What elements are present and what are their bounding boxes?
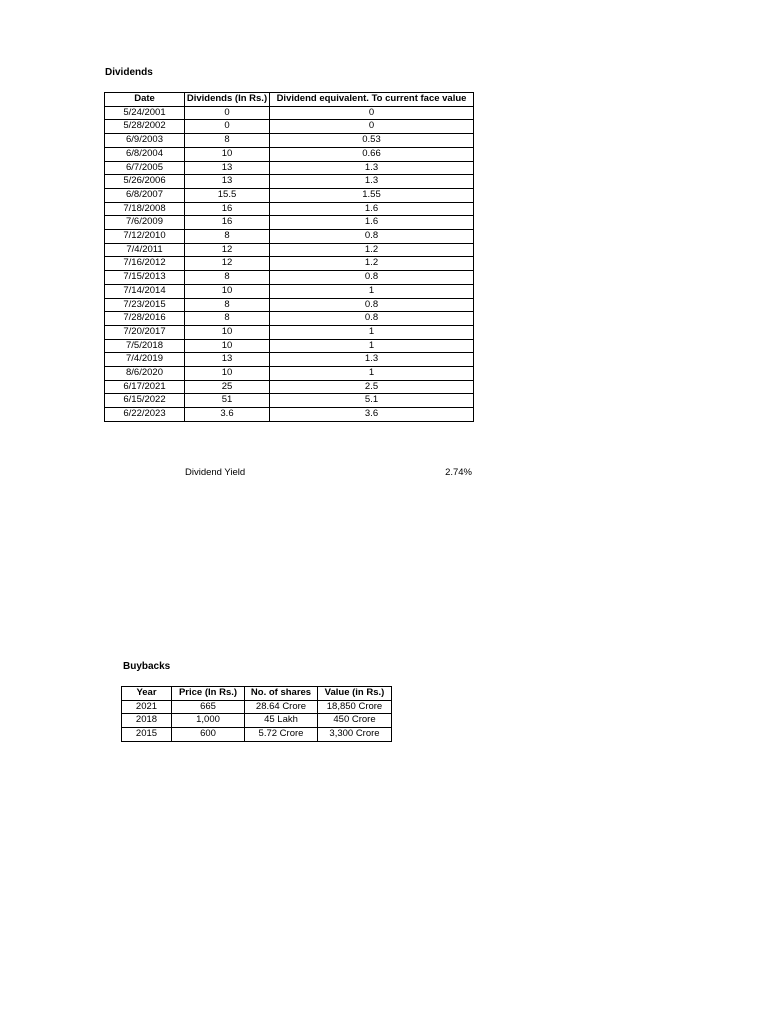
price-cell: 600 bbox=[172, 728, 245, 742]
dividend-cell: 25 bbox=[185, 380, 270, 394]
dividend-equivalent-cell: 1.2 bbox=[270, 243, 474, 257]
dividend-equivalent-cell: 1.3 bbox=[270, 161, 474, 175]
table-row bbox=[105, 120, 474, 134]
date-cell: 5/26/2006 bbox=[105, 175, 185, 189]
table-row bbox=[105, 216, 474, 230]
date-cell: 6/7/2005 bbox=[105, 161, 185, 175]
col-header-price: Price (In Rs.) bbox=[172, 687, 245, 701]
table-row bbox=[105, 271, 474, 285]
dividends-title: Dividends bbox=[105, 67, 153, 78]
col-header-no-of-shares: No. of shares bbox=[245, 687, 318, 701]
table-row bbox=[105, 188, 474, 202]
dividend-cell: 8 bbox=[185, 230, 270, 244]
dividend-cell: 10 bbox=[185, 325, 270, 339]
table-row bbox=[105, 202, 474, 216]
date-cell: 5/24/2001 bbox=[105, 106, 185, 120]
value-cell: 3,300 Crore bbox=[318, 728, 392, 742]
table-row bbox=[105, 147, 474, 161]
dividend-equivalent-cell: 2.5 bbox=[270, 380, 474, 394]
table-row bbox=[105, 367, 474, 381]
dividend-equivalent-cell: 0.8 bbox=[270, 230, 474, 244]
dividend-equivalent-cell: 0 bbox=[270, 106, 474, 120]
dividend-cell: 10 bbox=[185, 147, 270, 161]
dividend-equivalent-cell: 0.53 bbox=[270, 134, 474, 148]
date-cell: 7/6/2009 bbox=[105, 216, 185, 230]
date-cell: 7/14/2014 bbox=[105, 284, 185, 298]
price-cell: 665 bbox=[172, 700, 245, 714]
table-row bbox=[105, 106, 474, 120]
date-cell: 7/20/2017 bbox=[105, 325, 185, 339]
dividend-cell: 12 bbox=[185, 243, 270, 257]
year-cell: 2018 bbox=[122, 714, 172, 728]
dividend-equivalent-cell: 1 bbox=[270, 367, 474, 381]
dividend-equivalent-cell: 1 bbox=[270, 284, 474, 298]
buybacks-header-row bbox=[122, 687, 392, 701]
dividend-equivalent-cell: 0.8 bbox=[270, 298, 474, 312]
dividend-equivalent-cell: 1.3 bbox=[270, 353, 474, 367]
buybacks-table bbox=[121, 686, 392, 742]
table-row bbox=[105, 408, 474, 422]
col-header-dividends: Dividends (In Rs.) bbox=[185, 93, 270, 107]
dividend-cell: 0 bbox=[185, 120, 270, 134]
dividend-cell: 10 bbox=[185, 339, 270, 353]
table-row bbox=[122, 700, 392, 714]
date-cell: 7/4/2011 bbox=[105, 243, 185, 257]
dividend-equivalent-cell: 1.6 bbox=[270, 202, 474, 216]
dividend-cell: 8 bbox=[185, 312, 270, 326]
date-cell: 7/4/2019 bbox=[105, 353, 185, 367]
dividend-equivalent-cell: 0.8 bbox=[270, 312, 474, 326]
dividends-header-row bbox=[105, 93, 474, 107]
date-cell: 7/23/2015 bbox=[105, 298, 185, 312]
dividends-table bbox=[104, 92, 474, 422]
dividend-cell: 10 bbox=[185, 284, 270, 298]
dividend-cell: 13 bbox=[185, 353, 270, 367]
dividend-cell: 8 bbox=[185, 134, 270, 148]
date-cell: 7/15/2013 bbox=[105, 271, 185, 285]
date-cell: 6/22/2023 bbox=[105, 408, 185, 422]
dividend-equivalent-cell: 1.55 bbox=[270, 188, 474, 202]
dividend-cell: 16 bbox=[185, 202, 270, 216]
buybacks-title: Buybacks bbox=[123, 661, 171, 672]
date-cell: 6/8/2004 bbox=[105, 147, 185, 161]
table-row bbox=[105, 394, 474, 408]
dividend-equivalent-cell: 1 bbox=[270, 325, 474, 339]
table-row bbox=[122, 714, 392, 728]
dividend-cell: 8 bbox=[185, 298, 270, 312]
date-cell: 6/15/2022 bbox=[105, 394, 185, 408]
dividend-cell: 0 bbox=[185, 106, 270, 120]
table-row bbox=[105, 243, 474, 257]
dividend-cell: 3.6 bbox=[185, 408, 270, 422]
date-cell: 7/16/2012 bbox=[105, 257, 185, 271]
table-row bbox=[105, 312, 474, 326]
table-row bbox=[105, 134, 474, 148]
table-row bbox=[105, 230, 474, 244]
dividend-cell: 15.5 bbox=[185, 188, 270, 202]
dividend-equivalent-cell: 0.8 bbox=[270, 271, 474, 285]
date-cell: 7/12/2010 bbox=[105, 230, 185, 244]
date-cell: 6/9/2003 bbox=[105, 134, 185, 148]
dividend-yield-value: 2.74% bbox=[445, 467, 472, 478]
dividend-cell: 12 bbox=[185, 257, 270, 271]
value-cell: 450 Crore bbox=[318, 714, 392, 728]
dividend-equivalent-cell: 5.1 bbox=[270, 394, 474, 408]
shares-cell: 45 Lakh bbox=[245, 714, 318, 728]
dividend-equivalent-cell: 3.6 bbox=[270, 408, 474, 422]
price-cell: 1,000 bbox=[172, 714, 245, 728]
dividend-equivalent-cell: 0.66 bbox=[270, 147, 474, 161]
dividend-equivalent-cell: 0 bbox=[270, 120, 474, 134]
date-cell: 7/28/2016 bbox=[105, 312, 185, 326]
dividend-cell: 13 bbox=[185, 175, 270, 189]
col-header-year: Year bbox=[122, 687, 172, 701]
date-cell: 5/28/2002 bbox=[105, 120, 185, 134]
date-cell: 7/5/2018 bbox=[105, 339, 185, 353]
dividend-cell: 13 bbox=[185, 161, 270, 175]
dividend-cell: 8 bbox=[185, 271, 270, 285]
date-cell: 6/8/2007 bbox=[105, 188, 185, 202]
date-cell: 7/18/2008 bbox=[105, 202, 185, 216]
dividend-cell: 10 bbox=[185, 367, 270, 381]
dividend-equivalent-cell: 1.3 bbox=[270, 175, 474, 189]
table-row bbox=[105, 284, 474, 298]
dividend-equivalent-cell: 1 bbox=[270, 339, 474, 353]
value-cell: 18,850 Crore bbox=[318, 700, 392, 714]
dividend-cell: 51 bbox=[185, 394, 270, 408]
dividend-equivalent-cell: 1.6 bbox=[270, 216, 474, 230]
table-row bbox=[105, 325, 474, 339]
col-header-value: Value (in Rs.) bbox=[318, 687, 392, 701]
date-cell: 8/6/2020 bbox=[105, 367, 185, 381]
table-row bbox=[105, 257, 474, 271]
table-row bbox=[122, 728, 392, 742]
date-cell: 6/17/2021 bbox=[105, 380, 185, 394]
table-row bbox=[105, 175, 474, 189]
table-row bbox=[105, 339, 474, 353]
dividend-yield-label: Dividend Yield bbox=[185, 467, 246, 478]
table-row bbox=[105, 298, 474, 312]
dividend-cell: 16 bbox=[185, 216, 270, 230]
table-row bbox=[105, 380, 474, 394]
col-header-date: Date bbox=[105, 93, 185, 107]
dividend-equivalent-cell: 1.2 bbox=[270, 257, 474, 271]
shares-cell: 28.64 Crore bbox=[245, 700, 318, 714]
table-row bbox=[105, 353, 474, 367]
shares-cell: 5.72 Crore bbox=[245, 728, 318, 742]
year-cell: 2021 bbox=[122, 700, 172, 714]
table-row bbox=[105, 161, 474, 175]
year-cell: 2015 bbox=[122, 728, 172, 742]
col-header-dividend-equivalent: Dividend equivalent. To current face value bbox=[270, 93, 474, 107]
